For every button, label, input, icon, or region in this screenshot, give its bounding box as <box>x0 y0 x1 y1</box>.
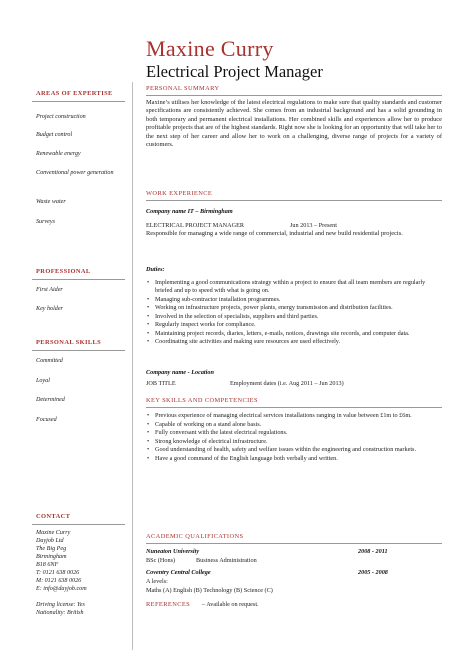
candidate-name: Maxine Curry <box>146 36 274 61</box>
dates-2: Employment dates (i.e. Aug 2011 – Jun 2013) <box>230 380 344 387</box>
school-1-years: 2008 - 2011 <box>358 548 388 555</box>
skill-item: Determined <box>36 397 65 403</box>
work-heading: WORK EXPERIENCE <box>146 190 213 197</box>
degree-1: BSc (Hons) <box>146 557 176 564</box>
expertise-heading: AREAS OF EXPERTISE <box>36 90 113 97</box>
divider <box>32 279 125 280</box>
list-item: • Coordinating site activities and making sure resources are used effectively. <box>147 338 341 345</box>
expertise-item: Renewable energy <box>36 151 81 157</box>
divider <box>146 543 442 544</box>
expertise-item: Project construction <box>36 114 86 120</box>
company-2: Company name - Location <box>146 369 214 376</box>
contact-line: Dayjob Ltd <box>36 538 64 544</box>
skill-item: Focused <box>36 417 57 423</box>
list-item: • Have a good command of the English language both verbally and written. <box>147 454 338 462</box>
list-item: • Implementing a good communications strategy within a project to ensure that all team members are regularly briefed and up to speed with what is going on. <box>147 279 426 294</box>
skills-heading: PERSONAL SKILLS <box>36 339 102 346</box>
skill-item: Loyal <box>36 378 50 384</box>
expertise-item: Waste water <box>36 199 66 205</box>
duties-label: Duties: <box>146 266 165 273</box>
divider <box>32 350 125 351</box>
role-1: ELECTRICAL PROJECT MANAGER <box>146 222 244 229</box>
expertise-item: Surveys <box>36 219 55 225</box>
professional-heading: PROFESSIONAL <box>36 268 91 275</box>
divider <box>146 407 442 408</box>
role-1-description: Responsible for managing a wide range of commercial, industrial and new build residential projects. <box>146 230 403 237</box>
list-item: • Capable of working on a stand alone basis. <box>147 420 262 428</box>
professional-item: First Aider <box>36 287 63 293</box>
list-item: • Managing sub-contractor installation programmes. <box>147 295 281 303</box>
job-title: Electrical Project Manager <box>146 62 323 81</box>
key-skills-heading: KEY SKILLS AND COMPETENCIES <box>146 397 258 404</box>
list-item: • Working on infrastructure projects, power plants, energy transmission and distribution facilities. <box>147 304 393 311</box>
summary-text: Maxine’s utilises her knowledge of the latest electrical regulations to make sure that quality standards and customer specifications are consistently achieved. She comes from an industrial background and has a solid grounding in both temporary and permanent electrical installations. Her combined skills and experiences allow her to produce profitable projects that are of the highest standards. Right now she is looking for an opportunity that will take her to the next step of her career and allow her to work on a challenging, diverse range of projects for a variety of customers. <box>146 99 442 149</box>
dates-1: Jun 2013 – Present <box>290 222 337 229</box>
list-item: • Regularly inspect works for compliance. <box>147 321 256 328</box>
contact-line: Birmingham <box>36 554 67 560</box>
expertise-item: Budget control <box>36 132 73 138</box>
academic-heading: ACADEMIC QUALIFICATIONS <box>146 533 244 540</box>
contact-heading: CONTACT <box>36 513 71 520</box>
list-item: • Involved in the selection of specialists, suppliers and third parties. <box>147 312 319 320</box>
list-item: • Fully conversant with the latest electrical regulations. <box>147 429 288 436</box>
contact-line: The Big Peg <box>36 546 67 552</box>
skill-item: Committed <box>36 358 63 364</box>
nationality: Nationality: British <box>36 610 84 616</box>
list-item: • Previous experience of managing electrical services installations ranging in value between £1m to £6m. <box>147 412 412 419</box>
degree-1-subject: Business Administration <box>196 557 257 564</box>
expertise-item: Conventional power generation <box>36 170 114 176</box>
contact-phone: T: 0121 638 0026 <box>36 570 80 576</box>
duties-list <box>146 279 442 347</box>
contact-line: B18 6NF <box>36 562 59 568</box>
divider <box>146 200 442 201</box>
role-2: JOB TITLE <box>146 380 176 387</box>
summary-heading: PERSONAL SUMMARY <box>146 85 220 92</box>
divider <box>32 101 125 102</box>
school-2-years: 2005 - 2008 <box>358 569 388 576</box>
a-levels-label: A levels: <box>146 578 168 585</box>
company-1: Company name IT – Birmingham <box>146 208 233 215</box>
divider <box>146 95 442 96</box>
contact-line: Maxine Curry <box>36 530 71 536</box>
a-levels-grades: Maths (A) English (B) Technology (B) Science (C) <box>146 587 273 594</box>
driving-license: Driving license: Yes <box>36 602 85 608</box>
school-1: Nuneaton University <box>146 548 200 555</box>
contact-mobile: M: 0121 638 0026 <box>36 578 82 584</box>
contact-email: E: info@dayjob.com <box>36 586 87 592</box>
list-item: • Maintaining project records, diaries, letters, e-mails, notices, drawings site records, and computer data. <box>147 329 410 337</box>
column-divider <box>132 82 133 650</box>
professional-item: Key holder <box>36 306 63 312</box>
references-text: – Available on request. <box>202 601 259 608</box>
list-item: • Good understanding of health, safety and welfare issues within the engineering and construction markets. <box>147 446 417 453</box>
school-2: Coventry Central College <box>146 569 211 576</box>
references-heading: REFERENCES <box>146 601 191 608</box>
key-skills-list <box>146 412 442 463</box>
list-item: • Strong knowledge of electrical infrastructure. <box>147 437 268 445</box>
divider <box>32 524 125 525</box>
